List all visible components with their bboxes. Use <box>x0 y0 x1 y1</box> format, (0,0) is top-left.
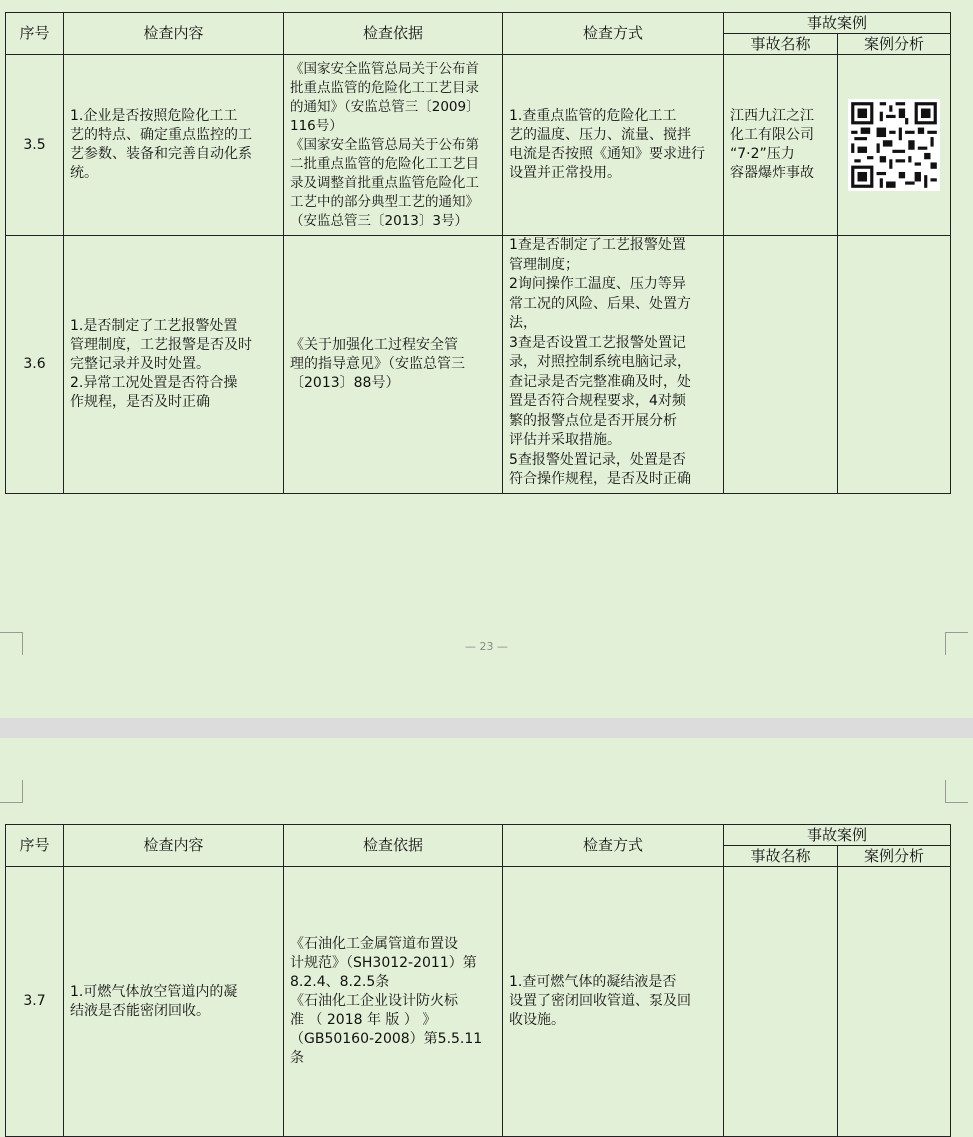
page-corner-mark <box>0 780 23 803</box>
header-no: 序号 <box>6 13 64 55</box>
page-corner-mark <box>945 780 968 803</box>
header-content: 检查内容 <box>64 825 284 867</box>
table-row-3-5 <box>6 55 951 236</box>
header-method: 检查方式 <box>503 13 724 55</box>
row-number: 3.5 <box>6 55 64 236</box>
header-basis: 检查依据 <box>284 13 503 55</box>
case-analysis <box>838 867 951 1137</box>
page-number: — 23 — <box>465 640 508 653</box>
accident-name: 江西九江之江 化工有限公司 “7·2”压力 容器爆炸事故 <box>724 55 838 236</box>
header-cases: 事故案例 <box>724 13 951 34</box>
inspection-basis: 《关于加强化工过程安全管 理的指导意见》（安监总管三 〔2013〕88号） <box>284 236 503 494</box>
header-cases: 事故案例 <box>724 825 951 846</box>
inspection-method: 1查是否制定了工艺报警处置 管理制度； 2询问操作工温度、压力等异 常工况的风险、后果、处置方 法， 3查是否设置工艺报警处置记 录，对照控制系统电脑记录， 查记录是否完整准确及时，处 置是否符合规程要求，4对频 繁的报警点位是否开展分析 评估并采取措施。 5查报警处置记录，处置是否 符合操作规程，是否及时正确 <box>503 236 724 494</box>
header-method: 检查方式 <box>503 825 724 867</box>
page-separator <box>0 718 973 738</box>
header-case-name: 事故名称 <box>724 34 838 55</box>
inspection-content: 1.可燃气体放空管道内的凝 结液是否能密闭回收。 <box>64 867 284 1137</box>
inspection-content: 1.企业是否按照危险化工工 艺的特点、确定重点监控的工 艺参数、装备和完善自动化系 统。 <box>64 55 284 236</box>
inspection-method: 1.查重点监管的危险化工工 艺的温度、压力、流量、搅拌 电流是否按照《通知》要求进行 设置并正常投用。 <box>503 55 724 236</box>
row-number: 3.7 <box>6 867 64 1137</box>
inspection-basis: 《国家安全监管总局关于公布首 批重点监管的危险化工工艺目录 的通知》（安监总管三〔2009〕 116号） 《国家安全监管总局关于公布第 二批重点监管的危险化工工艺目 录及调整首批重点监管危险化工 工艺中的部分典型工艺的通知》 （安监总管三〔2013〕3号） <box>284 55 503 236</box>
inspection-table-page-2 <box>5 824 951 1137</box>
qr-code-icon[interactable] <box>848 99 940 191</box>
document-page-24 <box>0 738 973 1133</box>
inspection-table-page-1 <box>5 12 951 494</box>
table-row-3-6 <box>6 236 951 494</box>
accident-name <box>724 236 838 494</box>
inspection-content: 1.是否制定了工艺报警处置 管理制度，工艺报警是否及时 完整记录并及时处置。 2.异常工况处置是否符合操 作规程，是否及时正确 <box>64 236 284 494</box>
header-content: 检查内容 <box>64 13 284 55</box>
header-basis: 检查依据 <box>284 825 503 867</box>
inspection-basis: 《石油化工金属管道布置设 计规范》（SH3012-2011）第 8.2.4、8.2.5条 《石油化工企业设计防火标 准 （ 2018 年 版 ） 》 （GB50160-2008）第5.5.11 条 <box>284 867 503 1137</box>
inspection-method: 1.查可燃气体的凝结液是否 设置了密闭回收管道、泵及回 收设施。 <box>503 867 724 1137</box>
row-number: 3.6 <box>6 236 64 494</box>
header-case-analysis: 案例分析 <box>838 34 951 55</box>
case-analysis <box>838 236 951 494</box>
header-case-analysis: 案例分析 <box>838 846 951 867</box>
header-no: 序号 <box>6 825 64 867</box>
table-row-3-7 <box>6 867 951 1137</box>
accident-name <box>724 867 838 1137</box>
header-case-name: 事故名称 <box>724 846 838 867</box>
case-analysis <box>838 55 951 236</box>
